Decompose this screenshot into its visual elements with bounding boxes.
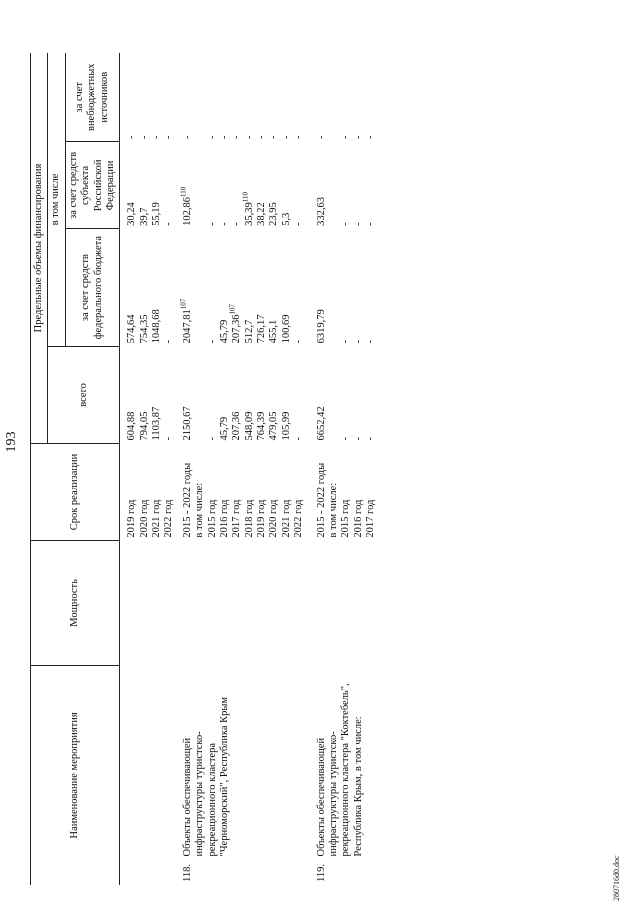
cell-extra: - bbox=[126, 135, 138, 139]
cell-total: 2150,67 bbox=[181, 406, 193, 441]
header-subject: за счет средств субъекта Российской Федерации bbox=[65, 142, 120, 229]
cell-federal bbox=[328, 229, 340, 347]
header-financing: Предельные объемы финансирования bbox=[31, 53, 48, 443]
cell-federal: - bbox=[352, 339, 364, 344]
table-row bbox=[139, 53, 151, 885]
cell-extra: - bbox=[280, 135, 292, 139]
cell-total bbox=[194, 346, 206, 443]
header-total: всего bbox=[48, 346, 120, 443]
cell-total: 207,36 bbox=[231, 411, 243, 441]
cell-term: 2016 год bbox=[218, 499, 230, 538]
cell-subject: 5,3 bbox=[280, 212, 292, 226]
item-number: 119. bbox=[315, 864, 327, 882]
cell-subject: - bbox=[293, 222, 305, 226]
cell-federal: - bbox=[206, 339, 218, 344]
table-header bbox=[31, 53, 120, 885]
cell-federal bbox=[194, 229, 206, 347]
cell-term: 2018 год bbox=[243, 499, 255, 538]
cell-subject: - bbox=[206, 222, 218, 226]
cell-total: - bbox=[206, 436, 218, 441]
cell-federal: 45,79 bbox=[218, 319, 230, 344]
cell-term: 2021 год bbox=[151, 499, 162, 538]
cell-extra: - bbox=[138, 135, 150, 139]
table-row bbox=[126, 53, 138, 885]
cell-total bbox=[328, 346, 340, 443]
cell-subject: 332,63 bbox=[315, 196, 327, 226]
cell-total: 479,05 bbox=[268, 411, 280, 441]
cell-extra bbox=[194, 53, 206, 142]
cell-term: 2015 - 2022 годы bbox=[315, 462, 327, 538]
cell-total: 6652,42 bbox=[315, 406, 327, 441]
cell-term: 2015 - 2022 годы bbox=[181, 462, 193, 538]
cell-subject: - bbox=[365, 222, 376, 226]
cell-subject: 38,22 bbox=[256, 202, 267, 226]
cell-total: - bbox=[340, 436, 352, 441]
item-number: 118. bbox=[181, 864, 193, 882]
cell-extra: - bbox=[268, 135, 280, 139]
cell-subject: - bbox=[231, 222, 243, 226]
item-power bbox=[316, 541, 378, 666]
table-row bbox=[182, 53, 194, 885]
cell-subject bbox=[328, 142, 340, 229]
cell-term: 2020 год bbox=[138, 499, 150, 538]
cell-extra: - bbox=[365, 135, 376, 139]
table-row bbox=[151, 53, 163, 885]
page-number: 193 bbox=[4, 431, 19, 453]
cell-subject: - bbox=[340, 222, 352, 226]
item-name: Объекты обеспечивающей инфраструктуры туристско-рекреационного кластера "Черноморский", Республика Крым bbox=[181, 696, 230, 857]
cell-extra: - bbox=[231, 135, 243, 139]
cell-extra: - bbox=[315, 135, 327, 139]
cell-extra: - bbox=[243, 135, 255, 139]
cell-subject: 30,24 bbox=[126, 202, 138, 226]
cell-term: 2015 год bbox=[206, 499, 218, 538]
cell-term: 2017 год bbox=[231, 499, 243, 538]
cell-term: 2017 год bbox=[365, 499, 376, 538]
financing-table bbox=[30, 53, 377, 885]
cell-federal: 100,69 bbox=[280, 314, 292, 344]
cell-federal: 2047,81$^{107}$ bbox=[179, 298, 193, 344]
cell-subject: 23,95 bbox=[268, 202, 280, 226]
cell-federal: 1048,68 bbox=[151, 309, 162, 344]
cell-extra: - bbox=[340, 135, 352, 139]
cell-total: 45,79 bbox=[218, 416, 230, 441]
header-power: Мощность bbox=[31, 541, 120, 666]
cell-term: 2016 год bbox=[352, 499, 364, 538]
cell-extra: - bbox=[256, 135, 267, 139]
cell-subject: 102,86$^{110}$ bbox=[179, 186, 193, 226]
header-federal: за счет средств федерального бюджета bbox=[65, 229, 120, 347]
cell-total: 1103,87 bbox=[151, 406, 162, 441]
cell-federal: - bbox=[340, 339, 352, 344]
header-term: Срок реализации bbox=[31, 443, 120, 540]
cell-extra: - bbox=[151, 135, 162, 139]
document-footer: 280716d0.doc bbox=[612, 855, 621, 901]
cell-federal: - bbox=[163, 339, 175, 344]
cell-total: 794,05 bbox=[138, 411, 150, 441]
cell-term: 2019 год bbox=[256, 499, 267, 538]
cell-total: 548,09 bbox=[243, 411, 255, 441]
cell-term: 2019 год bbox=[126, 499, 138, 538]
cell-term: 2020 год bbox=[268, 499, 280, 538]
cell-federal: 6319,79 bbox=[315, 309, 327, 344]
header-name: Наименование мероприятия bbox=[31, 665, 120, 885]
table-row bbox=[316, 53, 328, 885]
cell-term: 2015 год bbox=[340, 499, 352, 538]
cell-federal: 574,64 bbox=[126, 314, 138, 344]
cell-extra bbox=[328, 53, 340, 142]
table-row bbox=[163, 53, 175, 885]
cell-term: в том числе: bbox=[194, 482, 206, 538]
cell-total: - bbox=[293, 436, 305, 441]
cell-federal: 207,36$^{107}$ bbox=[228, 304, 243, 344]
cell-term: 2022 год bbox=[293, 499, 305, 538]
cell-subject: - bbox=[163, 222, 175, 226]
cell-extra: - bbox=[293, 135, 305, 139]
cell-term: 2022 год bbox=[163, 499, 175, 538]
table-body bbox=[120, 53, 378, 885]
cell-term: 2021 год bbox=[280, 499, 292, 538]
item-name: Объекты обеспечивающей инфраструктуры туристско-рекреационного кластера "Коктебель", Республика Крым, в том числе: bbox=[315, 683, 364, 857]
cell-total: - bbox=[352, 436, 364, 441]
cell-extra: - bbox=[206, 135, 218, 139]
cell-total: 764,39 bbox=[256, 411, 267, 441]
cell-subject: 39,7 bbox=[138, 207, 150, 226]
cell-subject: - bbox=[218, 222, 230, 226]
cell-total: 604,88 bbox=[126, 411, 138, 441]
cell-total: - bbox=[163, 436, 175, 441]
cell-subject: 55,19 bbox=[151, 202, 162, 226]
cell-federal: - bbox=[365, 339, 376, 344]
item-power bbox=[182, 541, 306, 666]
cell-total: 105,99 bbox=[280, 411, 292, 441]
cell-extra: - bbox=[218, 135, 230, 139]
cell-subject: - bbox=[352, 222, 364, 226]
cell-extra: - bbox=[163, 135, 175, 139]
cell-subject: 35,39$^{110}$ bbox=[241, 191, 255, 226]
cell-federal: 726,17 bbox=[256, 314, 267, 344]
cell-federal: - bbox=[293, 339, 305, 344]
cell-subject bbox=[194, 142, 206, 229]
cell-term: в том числе: bbox=[327, 482, 339, 538]
cell-federal: 455,1 bbox=[268, 319, 280, 344]
cell-extra: - bbox=[181, 135, 193, 139]
header-including: в том числе bbox=[48, 53, 65, 346]
cell-federal: 512,7 bbox=[243, 319, 255, 344]
cell-federal: 754,35 bbox=[138, 314, 150, 344]
cell-total: - bbox=[365, 436, 376, 441]
cell-extra: - bbox=[352, 135, 364, 139]
header-extra: за счет внебюджетных источников bbox=[65, 53, 120, 142]
